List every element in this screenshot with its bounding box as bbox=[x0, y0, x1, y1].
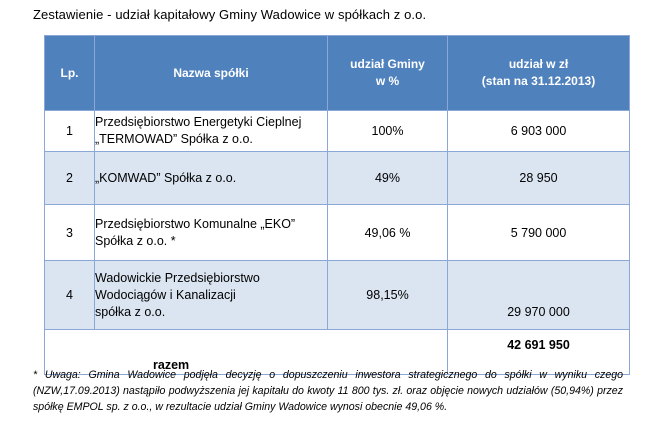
row-company-name: „KOMWAD” Spółka z o.o. bbox=[95, 152, 328, 205]
row-share-percent: 98,15% bbox=[328, 261, 448, 330]
table-row bbox=[45, 261, 630, 330]
header-share-pln-line1: udział w zł bbox=[508, 57, 569, 71]
header-share-percent bbox=[328, 36, 448, 111]
total-label: razem bbox=[153, 358, 190, 372]
shares-table bbox=[44, 35, 630, 375]
row-company-name: Przedsiębiorstwo Energetyki Cieplnej „TERMOWAD” Spółka z o.o. bbox=[95, 111, 328, 152]
header-share-pln-line2: (stan na 31.12.2013) bbox=[481, 74, 596, 88]
header-lp: Lp. bbox=[45, 36, 95, 111]
document-title: Zestawienie - udział kapitałowy Gminy Wadowice w spółkach z o.o. bbox=[33, 7, 427, 22]
row-company-name: Przedsiębiorstwo Komunalne „EKO” Spółka z o.o. * bbox=[95, 205, 328, 261]
row-company-name: Wadowickie Przedsiębiorstwo Wodociągów i Kanalizacji spółka z o.o. bbox=[95, 261, 328, 330]
row-share-pln: 5 790 000 bbox=[448, 205, 630, 261]
table-header-row bbox=[45, 36, 630, 111]
row-share-pln: 28 950 bbox=[448, 152, 630, 205]
table-row bbox=[45, 111, 630, 152]
row-share-percent: 100% bbox=[328, 111, 448, 152]
row-share-pln: 29 970 000 bbox=[448, 261, 630, 330]
row-lp: 4 bbox=[45, 261, 95, 330]
row-share-pln: 6 903 000 bbox=[448, 111, 630, 152]
row-lp: 3 bbox=[45, 205, 95, 261]
header-company-name: Nazwa spółki bbox=[95, 36, 328, 111]
row-share-percent: 49% bbox=[328, 152, 448, 205]
total-share-pln: 42 691 950 bbox=[448, 330, 630, 375]
row-lp: 1 bbox=[45, 111, 95, 152]
row-lp: 2 bbox=[45, 152, 95, 205]
header-share-percent-line2: w % bbox=[375, 74, 400, 88]
footnote: * Uwaga: Gmina Wadowice podjęła decyzję o dopuszczeniu inwestora strategicznego do spółki w wyniku czego (NZW,17.09.2013) nastąpiło podwyższenia jej kapitału do kwoty 11 800 tys. zł. oraz objęcie nowych udziałów (50,94%) przez spółkę EMPOL sp. z o.o., w rezultacie udział Gminy Wadowice wynosi obecnie 49,06 %. bbox=[33, 369, 623, 413]
header-share-pln bbox=[448, 36, 630, 111]
table-row bbox=[45, 152, 630, 205]
row-share-percent: 49,06 % bbox=[328, 205, 448, 261]
table-row bbox=[45, 205, 630, 261]
header-share-percent-line1: udział Gminy bbox=[350, 57, 425, 71]
